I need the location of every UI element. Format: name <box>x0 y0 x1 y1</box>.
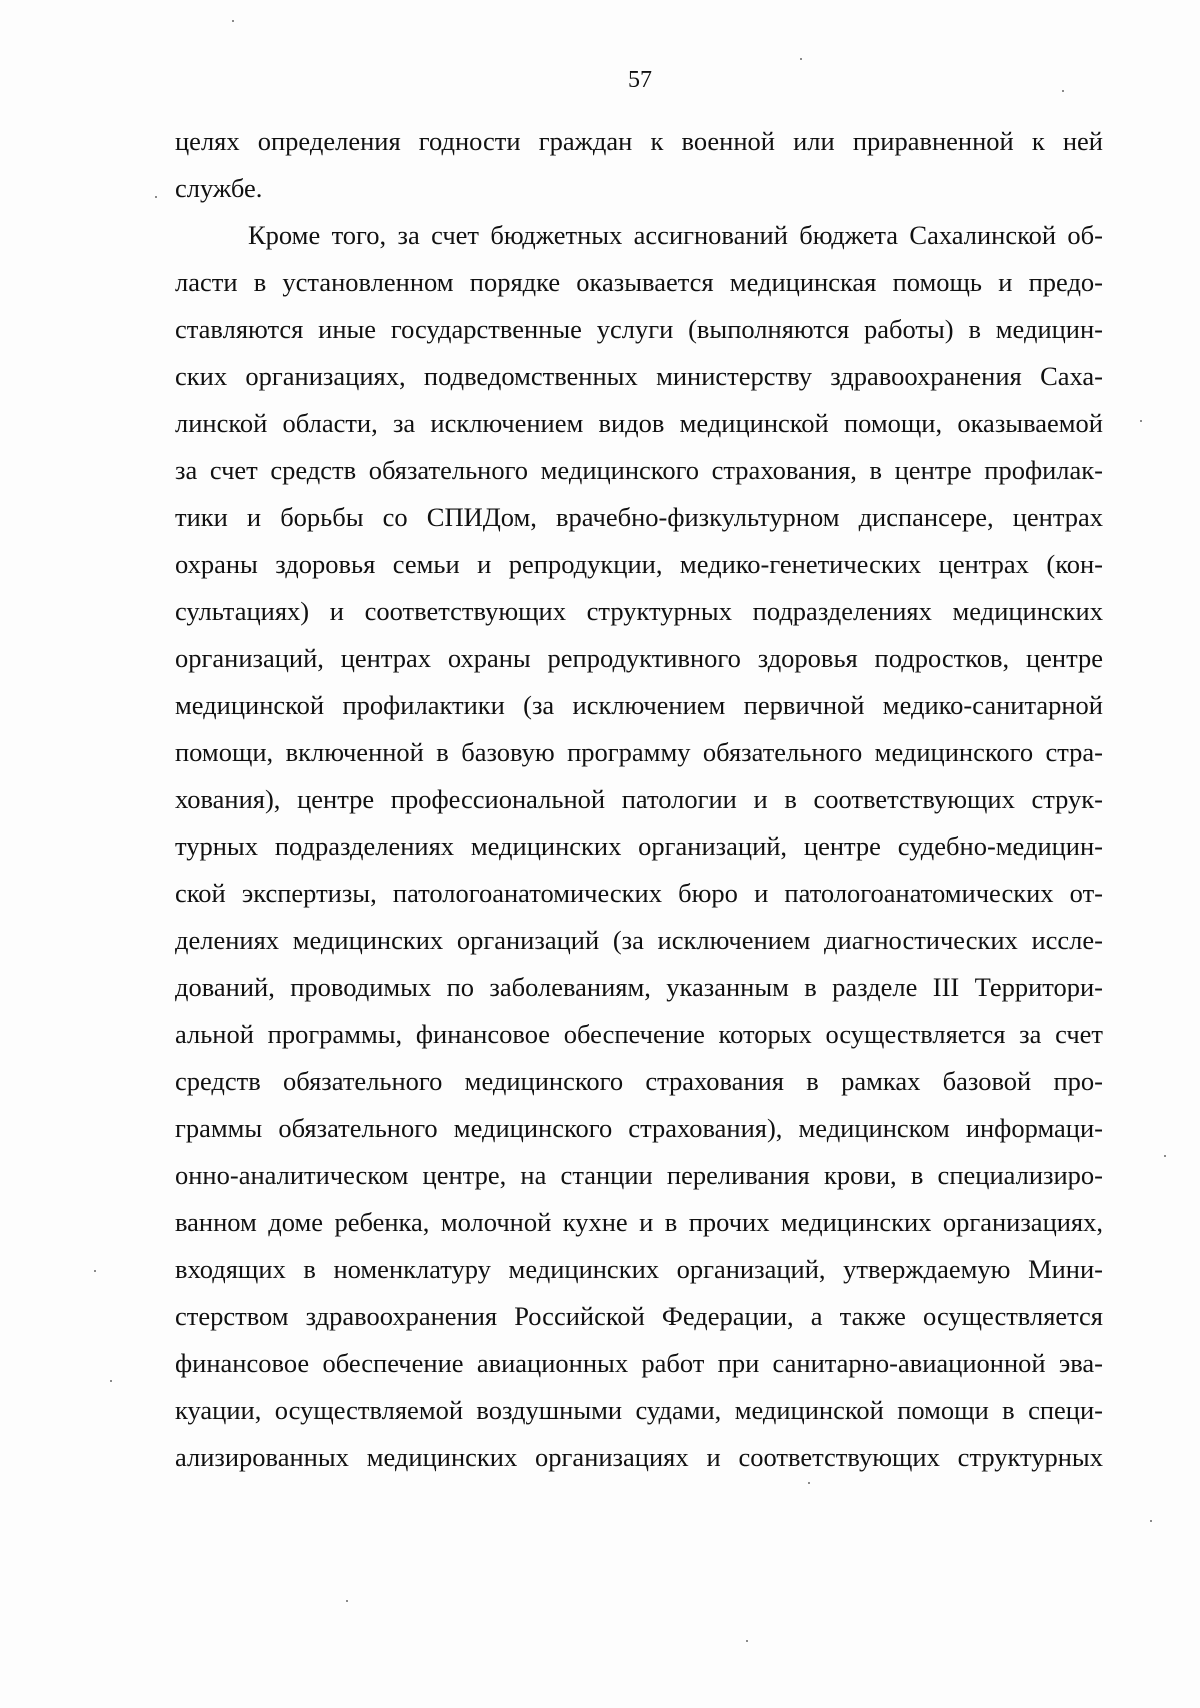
text-line: ванном доме ребенка, молочной кухне и в прочих медицинских организациях, <box>175 1207 1103 1237</box>
text-line: куации, осуществляемой воздушными судами, медицинской помощи в специ- <box>175 1395 1103 1425</box>
scan-speck <box>1150 1520 1152 1522</box>
text-line: за счет средств обязательного медицинского страхования, в центре профилак- <box>175 455 1103 485</box>
body-text <box>175 118 1103 1481</box>
text-line: ализированных медицинских организациях и соответствующих структурных <box>175 1442 1103 1472</box>
text-line: делениях медицинских организаций (за исключением диагностических иссле- <box>175 925 1103 955</box>
text-line: турных подразделениях медицинских организаций, центре судебно-медицин- <box>175 831 1103 861</box>
scan-speck <box>746 1640 748 1642</box>
paragraph-first-line: Кроме того, за счет бюджетных ассигнований бюджета Сахалинской об- <box>248 220 1103 250</box>
scan-speck <box>808 1482 810 1484</box>
text-line: входящих в номенклатуру медицинских организаций, утверждаемую Мини- <box>175 1254 1103 1284</box>
scan-speck <box>800 58 802 60</box>
scan-speck <box>232 20 234 22</box>
text-line: линской области, за исключением видов медицинской помощи, оказываемой <box>175 408 1103 438</box>
text-line: дований, проводимых по заболеваниям, указанным в разделе III Территори- <box>175 972 1103 1002</box>
text-line: средств обязательного медицинского страхования в рамках базовой про- <box>175 1066 1103 1096</box>
text-line: ской экспертизы, патологоанатомических бюро и патологоанатомических от- <box>175 878 1103 908</box>
text-line: онно-аналитическом центре, на станции переливания крови, в специализиро- <box>175 1160 1103 1190</box>
text-line: помощи, включенной в базовую программу обязательного медицинского стра- <box>175 737 1103 767</box>
text-line: целях определения годности граждан к военной или приравненной к ней <box>175 126 1103 156</box>
scan-speck <box>1062 90 1064 92</box>
scan-speck <box>155 196 157 198</box>
text-line: организаций, центрах охраны репродуктивного здоровья подростков, центре <box>175 643 1103 673</box>
text-line: граммы обязательного медицинского страхования), медицинском информаци- <box>175 1113 1103 1143</box>
text-line: тики и борьбы со СПИДом, врачебно-физкультурном диспансере, центрах <box>175 502 1103 532</box>
text-line: ставляются иные государственные услуги (выполняются работы) в медицин- <box>175 314 1103 344</box>
scan-speck <box>94 1270 96 1272</box>
text-line: альной программы, финансовое обеспечение которых осуществляется за счет <box>175 1019 1103 1049</box>
text-line: охраны здоровья семьи и репродукции, медико-генетических центрах (кон- <box>175 549 1103 579</box>
text-line: стерством здравоохранения Российской Федерации, а также осуществляется <box>175 1301 1103 1331</box>
text-line: ских организациях, подведомственных министерству здравоохранения Саха- <box>175 361 1103 391</box>
scan-speck <box>110 1380 112 1382</box>
scan-speck <box>1164 1155 1166 1157</box>
scan-speck <box>346 1600 348 1602</box>
text-line: сультациях) и соответствующих структурных подразделениях медицинских <box>175 596 1103 626</box>
text-line: ласти в установленном порядке оказывается медицинская помощь и предо- <box>175 267 1103 297</box>
text-line: хования), центре профессиональной патологии и в соответствующих струк- <box>175 784 1103 814</box>
text-line: службе. <box>175 173 263 203</box>
text-line: финансовое обеспечение авиационных работ при санитарно-авиационной эва- <box>175 1348 1103 1378</box>
text-line: медицинской профилактики (за исключением первичной медико-санитарной <box>175 690 1103 720</box>
scan-speck <box>1140 420 1142 422</box>
page-number: 57 <box>628 67 652 93</box>
